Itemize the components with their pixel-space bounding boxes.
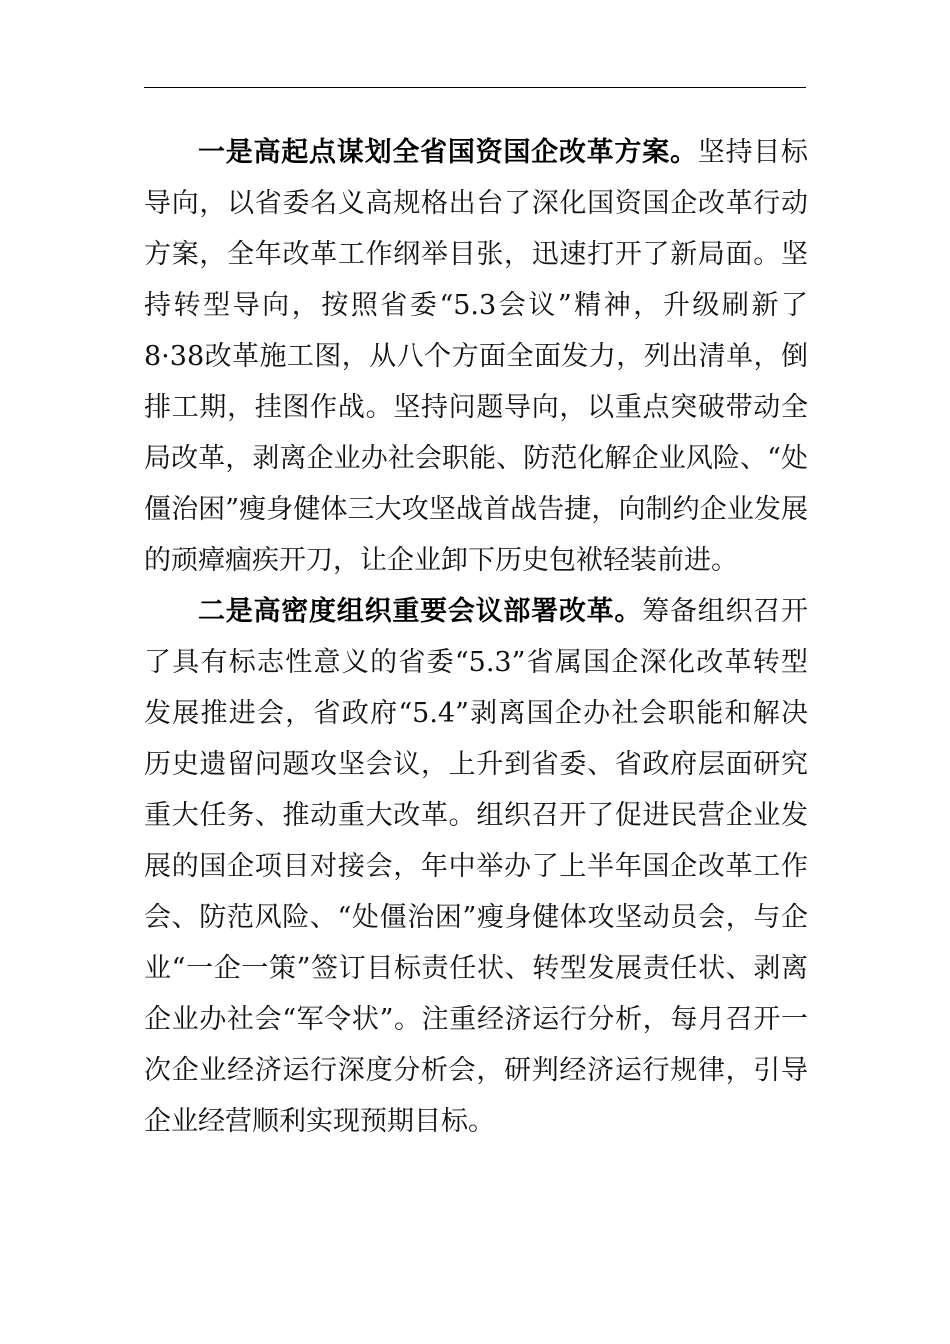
document-body — [144, 127, 808, 1147]
paragraph-1 — [144, 127, 808, 586]
paragraph-1-text: 坚持目标导向，以省委名义高规格出台了深化国资国企改革行动方案，全年改革工作纲举目张，迅速打开了新局面。坚持转型导向，按照省委“5.3会议”精神，升级刷新了8·38改革施工图，从八个方面全面发力，列出清单，倒排工期，挂图作战。坚持问题导向，以重点突破带动全局改革，剥离企业办社会职能、防范化解企业风险、“处僵治困”瘦身健体三大攻坚战首战告捷，向制约企业发展的顽瘴痼疾开刀，让企业卸下历史包袱轻装前进。 — [144, 137, 809, 576]
header-rule — [144, 87, 806, 88]
paragraph-1-lead: 一是高起点谋划全省国资国企改革方案。 — [198, 137, 698, 168]
paragraph-2-text: 筹备组织召开了具有标志性意义的省委“5.3”省属国企深化改革转型发展推进会，省政府“5.4”剥离国企办社会职能和解决历史遗留问题攻坚会议，上升到省委、省政府层面研究重大任务、推动重大改革。组织召开了促进民营企业发展的国企项目对接会，年中举办了上半年国企改革工作会、防范风险、“处僵治困”瘦身健体攻坚动员会，与企业“一企一策”签订目标责任状、转型发展责任状、剥离企业办社会“军令状”。注重经济运行分析，每月召开一次企业经济运行深度分析会，研判经济运行规律，引导企业经营顺利实现预期目标。 — [144, 596, 809, 1137]
paragraph-2-lead: 二是高密度组织重要会议部署改革。 — [198, 596, 643, 627]
paragraph-2 — [144, 586, 808, 1147]
